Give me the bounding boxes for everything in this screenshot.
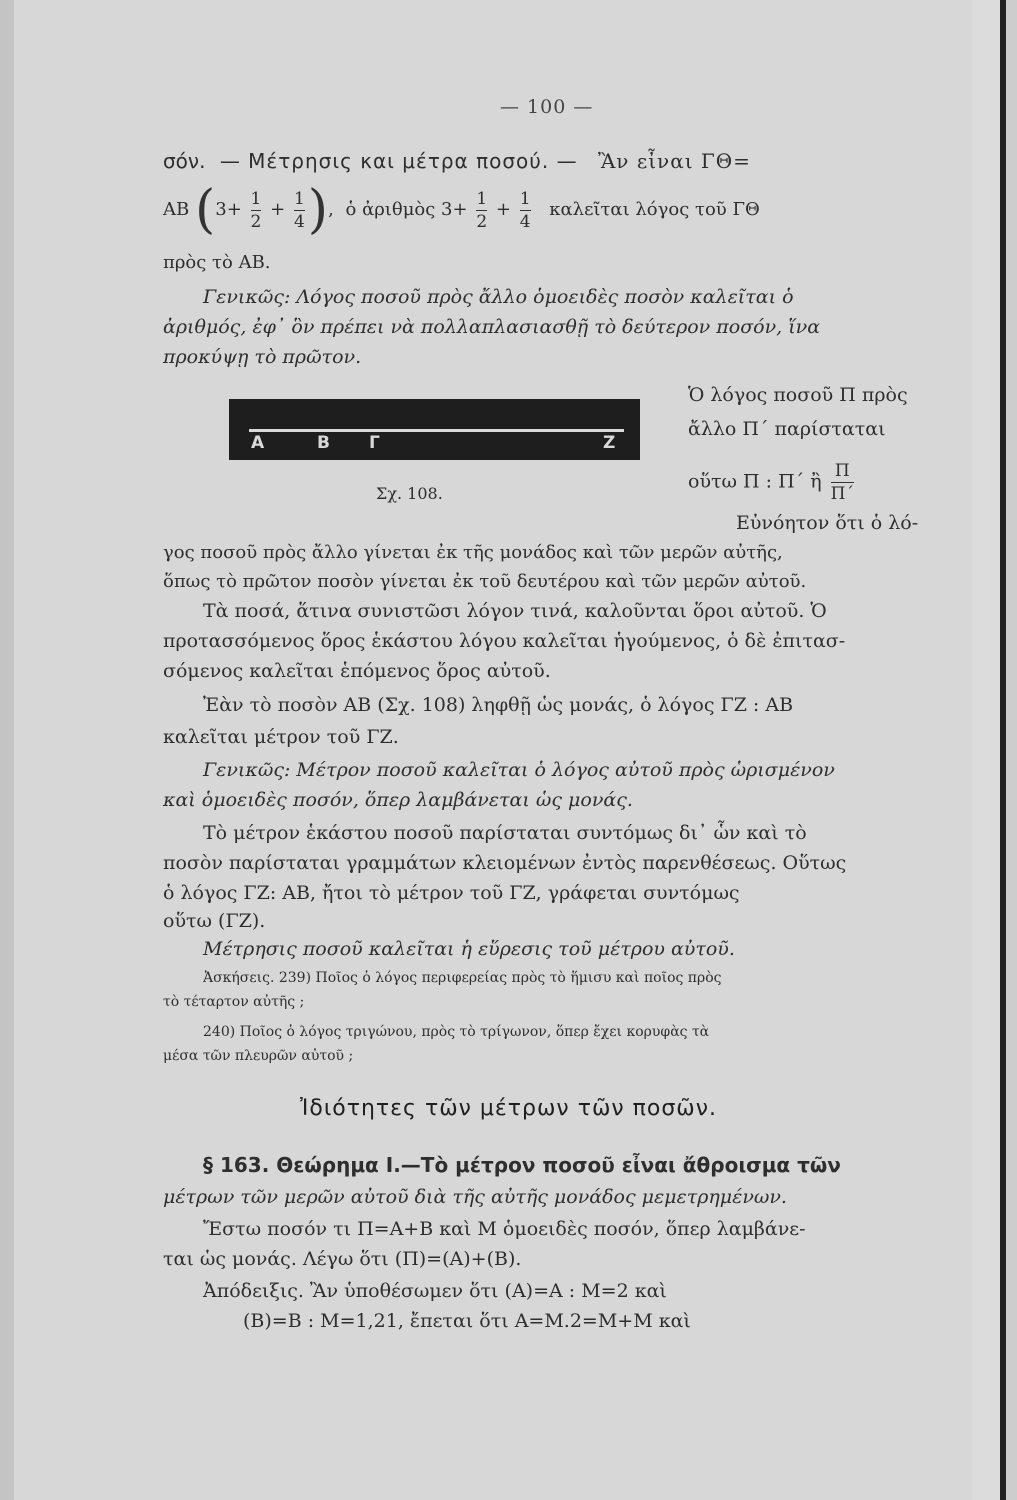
theorem-line-2: μέτρων τῶν μερῶν αὐτοῦ διὰ τῆς αὐτῆς μονάδος μεμετρημένων. (163, 1186, 787, 1208)
exercise-239-line-1: Ἀσκήσεις. 239) Ποῖος ὁ λόγος περιφερείας πρὸς τὸ ἥμισυ καὶ ποῖος πρὸς (203, 970, 722, 986)
subsection-heading: — Μέτρησις και μέτρα ποσού. — (219, 149, 578, 173)
para-2-line-3: σόμενος καλεῖται ἑπόμενος ὅρος αὐτοῦ. (163, 660, 551, 682)
label-g: Γ (369, 433, 380, 453)
figure-108 (229, 399, 640, 460)
exercise-240-line-2: μέσα τῶν πλευρῶν αὐτοῦ ; (163, 1048, 354, 1064)
formula-line: ΑΒ (3+ $\frac{1}{2}$ + $\frac{1}{4}$ ), ὁ ἀριθμὸς 3+ $\frac{1}{2}$ + $\frac{1}{4}$ καλεῖται λόγος τοῦ ΓΘ (163, 180, 760, 240)
word-end: σόν. (163, 149, 206, 173)
para-2-line-1: Τὰ ποσά, ἅτινα συνιστῶσι λόγον τινά, καλοῦνται ὅροι αὐτοῦ. Ὁ (203, 600, 827, 622)
proof-line-3: Ἀπόδειξις. Ἂν ὑποθέσωμεν ὅτι (Α)=Α : Μ=2 καὶ (203, 1280, 667, 1302)
para-1-line-1: Εὐνόητον ὅτι ὁ λό- (736, 512, 919, 534)
para-2-line-2: προτασσόμενος ὅρος ἑκάστου λόγου καλεῖται ἡγούμενος, ὁ δὲ ἐπιτασ- (163, 630, 846, 652)
definition-2-line-2: καὶ ὁμοειδὲς ποσόν, ὅπερ λαμβάνεται ὡς μονάς. (163, 789, 633, 811)
para-3-line-2: καλεῖται μέτρον τοῦ ΓΖ. (163, 726, 399, 748)
figure-caption: Σχ. 108. (376, 484, 443, 503)
proof-line-1: Ἔστω ποσόν τι Π=Α+Β καὶ Μ ὁμοειδὲς ποσόν, ὅπερ λαμβάνε- (203, 1218, 806, 1240)
fraction-pi: $\frac{\Pi}{\Pi΄}$ (830, 461, 854, 504)
definition-1-line-3: προκύψῃ τὸ πρῶτον. (163, 346, 362, 368)
formula-mid: ὁ ἀριθμὸς 3+ (345, 199, 468, 220)
formula-tail: καλεῖται λόγος τοῦ ΓΘ (549, 199, 760, 220)
para-4-line-1: Τὸ μέτρον ἑκάστου ποσοῦ παρίσταται συντόμως δι᾿ ὧν καὶ τὸ (203, 822, 807, 844)
para-4-line-4: οὕτω (ΓΖ). (163, 910, 266, 932)
para-3-line-1: Ἐὰν τὸ ποσὸν ΑΒ (Σχ. 108) ληφθῇ ὡς μονάς, ὁ λόγος ΓΖ : ΑΒ (203, 694, 794, 716)
line-3: πρὸς τὸ ΑΒ. (163, 252, 271, 273)
para-4-line-3: ὁ λόγος ΓΖ: ΑΒ, ἤτοι τὸ μέτρον τοῦ ΓΖ, γράφεται συντόμως (163, 882, 740, 904)
definition-1-line-1: Γενικῶς: Λόγος ποσοῦ πρὸς ἄλλο ὁμοειδὲς ποσὸν καλεῖται ὁ (203, 286, 794, 308)
para-4-line-2: ποσὸν παρίσταται γραμμάτων κλειομένων ἐντὸς παρενθέσεως. Οὕτως (163, 852, 847, 874)
formula-ab: ΑΒ (163, 199, 190, 220)
definition-1-line-2: ἀριθμός, ἐφ᾿ ὃν πρέπει νὰ πολλαπλασιασθῇ τὸ δεύτερον ποσόν, ἵνα (163, 316, 821, 338)
definition-2-line-1: Γενικῶς: Μέτρον ποσοῦ καλεῖται ὁ λόγος αὐτοῦ πρὸς ὡρισμένον (203, 759, 835, 781)
para-1-line-3: ὅπως τὸ πρῶτον ποσὸν γίνεται ἐκ τοῦ δευτέρου καὶ τῶν μερῶν αὐτοῦ. (163, 571, 807, 592)
close-paren: ) (307, 180, 329, 240)
figure-line-segment (249, 429, 624, 432)
para-1-line-2: γος ποσοῦ πρὸς ἄλλο γίνεται ἐκ τῆς μονάδος καὶ τῶν μερῶν αὐτῆς, (163, 542, 783, 563)
open-paren: ( (194, 180, 216, 240)
formula-whole: 3+ (215, 199, 242, 220)
label-a: Α (251, 433, 265, 453)
section-heading: Ἰδιότητες τῶν μέτρων τῶν ποσῶν. (300, 1096, 718, 1121)
page-number: — 100 — (500, 96, 594, 118)
segment-ab (249, 429, 304, 432)
fraction-one-quarter: $\frac{1}{4}$ (293, 188, 305, 232)
side-line-3: οὕτω Π : Π΄ ἢ $\frac{\Pi}{\Pi΄}$ (688, 461, 854, 504)
definition-3: Μέτρησις ποσοῦ καλεῖται ἡ εὕρεσις τοῦ μέτρου αὐτοῦ. (203, 938, 735, 960)
side-line-1: Ὁ λόγος ποσοῦ Π πρὸς (688, 384, 908, 406)
label-z: Ζ (603, 433, 616, 453)
proof-line-4: (Β)=Β : Μ=1,21, ἔπεται ὅτι Α=Μ.2=Μ+Μ καὶ (243, 1310, 691, 1332)
label-b: Β (317, 433, 330, 453)
fraction-one-half: $\frac{1}{2}$ (250, 188, 262, 232)
top-line-tail: Ἂν εἶναι ΓΘ= (597, 149, 751, 173)
proof-line-2: ται ὡς μονάς. Λέγω ὅτι (Π)=(Α)+(Β). (163, 1248, 522, 1270)
theorem-line-1: § 163. Θεώρημα Ι.—Τὸ μέτρον ποσοῦ εἶναι ἄθροισμα τῶν (203, 1153, 841, 1177)
fraction-one-half-b: $\frac{1}{2}$ (476, 188, 488, 232)
exercise-240-line-1: 240) Ποῖος ὁ λόγος τριγώνου, πρὸς τὸ τρίγωνον, ὅπερ ἔχει κορυφὰς τὰ (203, 1024, 710, 1040)
exercise-239-line-2: τὸ τέταρτον αὐτῆς ; (163, 994, 305, 1010)
top-line (163, 146, 751, 176)
fraction-one-quarter-b: $\frac{1}{4}$ (519, 188, 531, 232)
side-line-2: ἄλλο Π΄ παρίσταται (688, 418, 886, 440)
